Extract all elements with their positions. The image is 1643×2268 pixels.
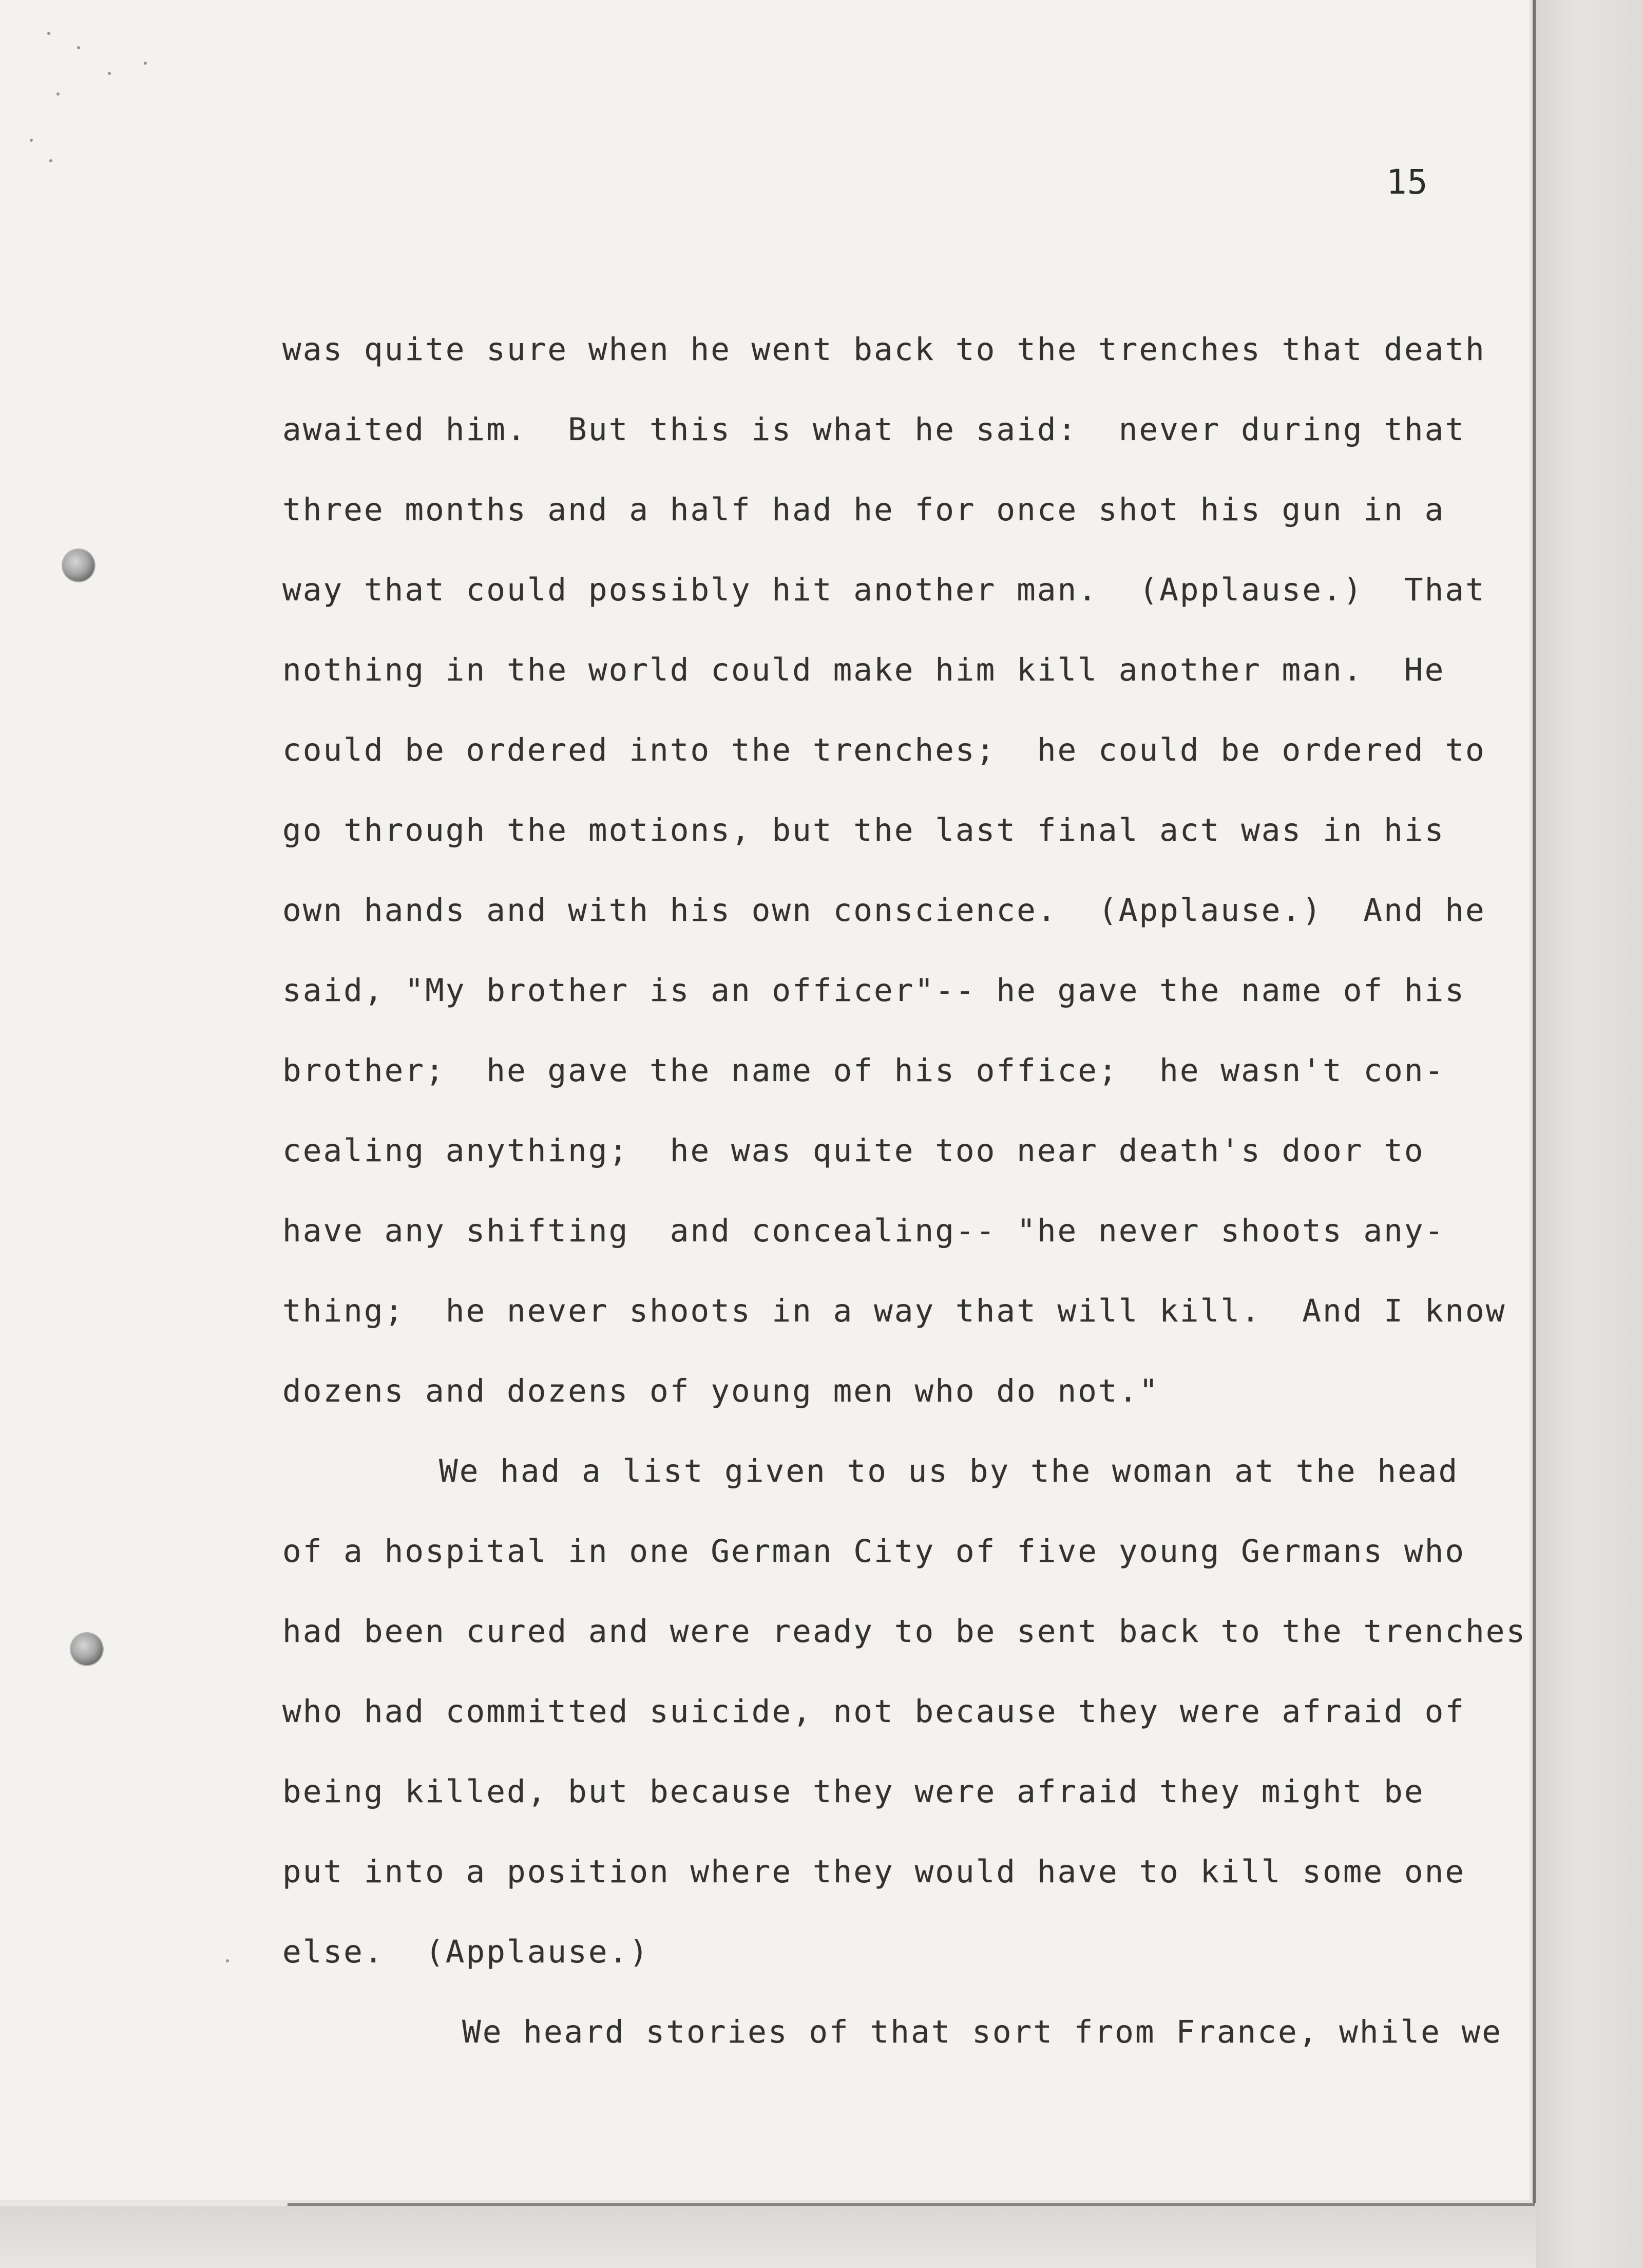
scan-speck [108, 72, 111, 75]
text-line: who had committed suicide, not because they were afraid of [282, 1693, 1466, 1730]
punch-hole-icon [63, 550, 94, 581]
text-line: We had a list given to us by the woman at the head [439, 1453, 1459, 1489]
text-line: go through the motions, but the last final act was in his [282, 812, 1445, 848]
text-line: put into a position where they would have to kill some one [282, 1854, 1466, 1890]
text-line: of a hospital in one German City of five young Germans who [282, 1533, 1466, 1570]
page-number: 15 [1386, 162, 1428, 202]
scan-speck [30, 139, 33, 142]
text-line: dozens and dozens of young men who do not." [282, 1373, 1160, 1409]
text-line: cealing anything; he was quite too near death's door to [282, 1132, 1425, 1169]
text-line: awaited him. But this is what he said: never during that [282, 411, 1466, 448]
text-line: brother; he gave the name of his office; he wasn't con- [282, 1052, 1445, 1089]
text-line: had been cured and were ready to be sent back to the trenches [282, 1613, 1527, 1650]
text-line: have any shifting and concealing-- "he never shoots any- [282, 1213, 1445, 1249]
scan-speck [47, 32, 50, 35]
text-line: thing; he never shoots in a way that will kill. And I know [282, 1293, 1506, 1329]
text-line: way that could possibly hit another man. (Applause.) That [282, 572, 1486, 608]
text-line: We heard stories of that sort from France, while we [462, 2014, 1502, 2050]
scan-speck [144, 62, 147, 65]
page-edge-bottom [288, 2203, 1535, 2206]
text-line: was quite sure when he went back to the trenches that death [282, 331, 1486, 368]
text-line: said, "My brother is an officer"-- he gave the name of his [282, 972, 1466, 1009]
page-edge-right [1533, 0, 1536, 2203]
scan-speck [49, 159, 52, 162]
scan-speck [56, 92, 60, 96]
scan-speck [226, 1959, 229, 1962]
text-line: three months and a half had he for once shot his gun in a [282, 492, 1445, 528]
scanner-margin-bottom [0, 2206, 1536, 2268]
text-line: being killed, but because they were afraid they might be [282, 1773, 1425, 1810]
text-line: could be ordered into the trenches; he could be ordered to [282, 732, 1486, 768]
text-line: nothing in the world could make him kill another man. He [282, 652, 1445, 688]
scanner-margin-right [1536, 0, 1643, 2268]
scan-speck [77, 46, 80, 49]
text-line: else. (Applause.) [282, 1934, 650, 1970]
punch-hole-icon [71, 1633, 103, 1665]
text-line: own hands and with his own conscience. (Applause.) And he [282, 892, 1486, 929]
